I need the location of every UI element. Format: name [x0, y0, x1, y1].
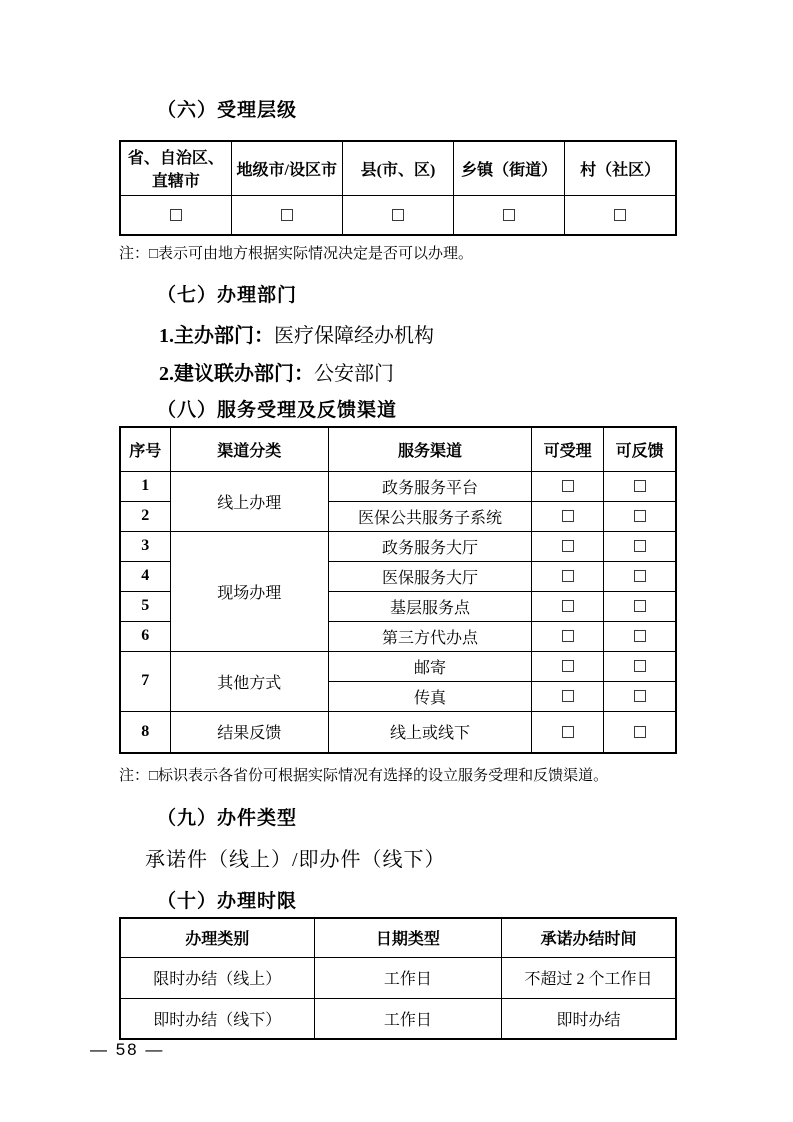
checkbox-icon	[562, 540, 574, 552]
level-header-county: 县(市、区)	[342, 141, 453, 195]
channel-name: 医保服务大厅	[328, 561, 531, 591]
time-header-date-type: 日期类型	[314, 918, 502, 957]
checkbox-icon	[281, 209, 293, 221]
checkbox-icon	[634, 726, 646, 738]
table-row	[120, 957, 676, 998]
joint-department-value: 公安部门	[314, 363, 394, 385]
checkbox-icon	[562, 570, 574, 582]
checkbox-icon	[562, 690, 574, 702]
category-onsite: 现场办理	[170, 531, 328, 651]
joint-department-label: 2.建议联办部门：	[159, 363, 314, 385]
category-online: 线上办理	[170, 471, 328, 531]
checkbox-icon	[634, 600, 646, 612]
table-header-row	[120, 427, 676, 471]
checkbox-icon	[503, 209, 515, 221]
document-content	[119, 96, 677, 1040]
checkbox-icon	[614, 209, 626, 221]
table-row	[120, 471, 676, 501]
row-no: 1	[120, 471, 170, 501]
checkbox-icon	[634, 540, 646, 552]
table-row	[120, 998, 676, 1039]
table-header-row	[120, 918, 676, 957]
table-row	[120, 195, 676, 235]
checkbox-icon	[562, 510, 574, 522]
category-result-feedback: 结果反馈	[170, 711, 328, 753]
checkbox-icon	[170, 209, 182, 221]
section-8-heading: （八）服务受理及反馈渠道	[157, 400, 398, 421]
checkbox-icon	[634, 480, 646, 492]
channels-header-feedback: 可反馈	[604, 427, 676, 471]
joint-department-line	[119, 358, 677, 390]
channel-name: 医保公共服务子系统	[328, 501, 531, 531]
time-header-category: 办理类别	[120, 918, 314, 957]
row-no: 3	[120, 531, 170, 561]
main-department-line	[119, 320, 677, 352]
channels-header-acceptable: 可受理	[531, 427, 603, 471]
time-limit-table	[119, 917, 677, 1040]
section-10-heading: （十）办理时限	[157, 891, 298, 912]
checkbox-icon	[634, 690, 646, 702]
checkbox-icon	[562, 480, 574, 492]
time-promise: 即时办结	[502, 998, 676, 1039]
section-6-heading: （六）受理层级	[157, 100, 298, 121]
checkbox-icon	[562, 600, 574, 612]
section-9-heading: （九）办件类型	[157, 808, 298, 829]
channels-header-no: 序号	[120, 427, 170, 471]
main-department-label: 1.主办部门：	[159, 325, 274, 347]
channel-name: 政务服务平台	[328, 471, 531, 501]
row-no: 7	[120, 651, 170, 711]
checkbox-icon	[634, 570, 646, 582]
page-number: — 58 —	[90, 1040, 165, 1059]
table-header-row	[120, 141, 676, 195]
channel-name: 线上或线下	[328, 711, 531, 753]
time-promise: 不超过 2 个工作日	[502, 957, 676, 998]
table-row	[120, 711, 676, 753]
checkbox-icon	[562, 726, 574, 738]
table-row	[120, 531, 676, 561]
channels-header-channel: 服务渠道	[328, 427, 531, 471]
main-department-value: 医疗保障经办机构	[274, 325, 434, 347]
channel-name: 第三方代办点	[328, 621, 531, 651]
category-other: 其他方式	[170, 651, 328, 711]
table-row	[120, 651, 676, 681]
service-channels-table	[119, 426, 677, 754]
acceptance-level-note: 注：□表示可由地方根据实际情况决定是否可以办理。	[119, 246, 474, 262]
time-date-type: 工作日	[314, 998, 502, 1039]
channel-name: 传真	[328, 681, 531, 711]
row-no: 4	[120, 561, 170, 591]
acceptance-level-table	[119, 140, 677, 236]
checkbox-icon	[634, 660, 646, 672]
time-category: 限时办结（线上）	[120, 957, 314, 998]
level-header-province: 省、自治区、直辖市	[120, 141, 231, 195]
checkbox-icon	[634, 510, 646, 522]
row-no: 8	[120, 711, 170, 753]
time-category: 即时办结（线下）	[120, 998, 314, 1039]
row-no: 2	[120, 501, 170, 531]
checkbox-icon	[392, 209, 404, 221]
checkbox-icon	[634, 630, 646, 642]
item-type-value: 承诺件（线上）/即办件（线下）	[145, 849, 446, 871]
section-7-heading: （七）办理部门	[157, 285, 298, 306]
row-no: 6	[120, 621, 170, 651]
time-date-type: 工作日	[314, 957, 502, 998]
channels-header-category: 渠道分类	[170, 427, 328, 471]
checkbox-icon	[562, 630, 574, 642]
checkbox-icon	[562, 660, 574, 672]
level-header-township: 乡镇（街道）	[454, 141, 565, 195]
row-no: 5	[120, 591, 170, 621]
channel-name: 邮寄	[328, 651, 531, 681]
level-header-city: 地级市/设区市	[231, 141, 342, 195]
time-header-promise: 承诺办结时间	[502, 918, 676, 957]
level-header-village: 村（社区）	[565, 141, 676, 195]
service-channels-note: 注：□标识表示各省份可根据实际情况有选择的设立服务受理和反馈渠道。	[119, 768, 609, 784]
channel-name: 基层服务点	[328, 591, 531, 621]
channel-name: 政务服务大厅	[328, 531, 531, 561]
